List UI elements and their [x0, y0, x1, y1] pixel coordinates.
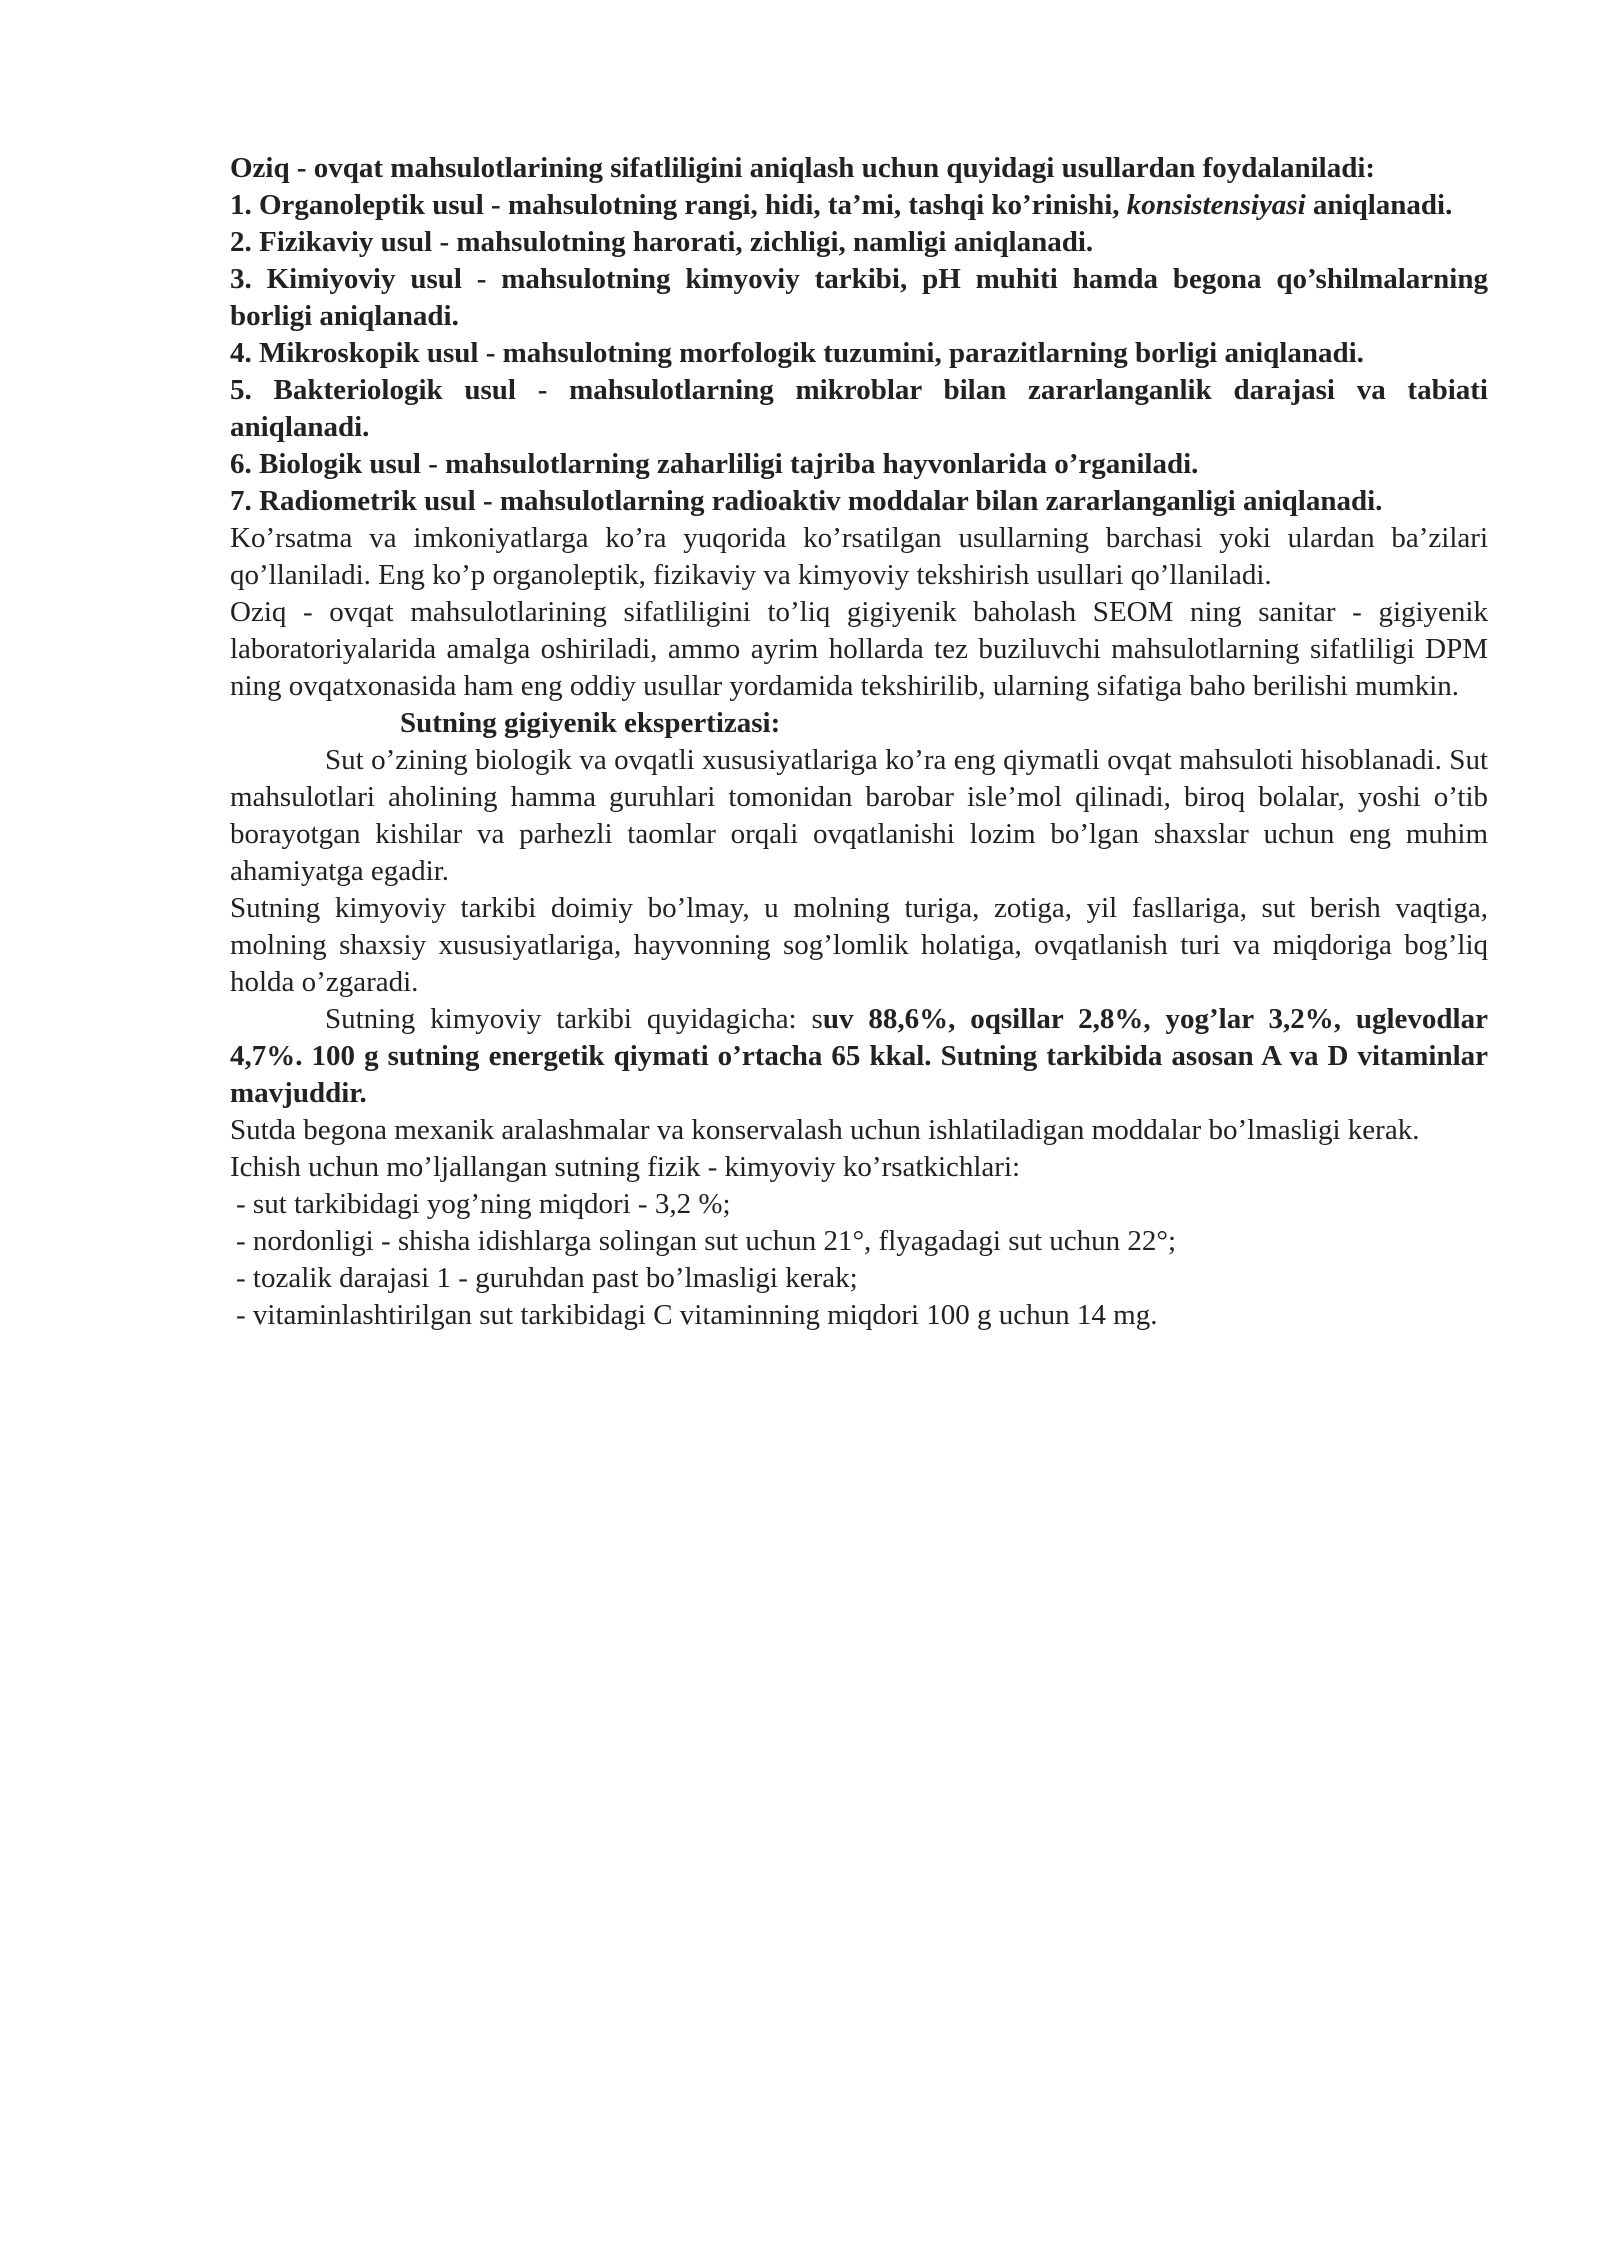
method-organoleptic-italic: konsistensiyasi: [1126, 189, 1306, 221]
list-item: - nordonligi - shisha idishlarga solingan sut uchun 21°, flyagadagi sut uchun 22°;: [236, 1225, 1177, 1257]
paragraph-milk-value: Sut o’zining biologik va ovqatli xususiyatlariga ko’ra eng qiymatli ovqat mahsuloti hisoblanadi. Sut mahsulotlari aholining hamma guruhlari tomonidan barobar isle’mol qilinadi, biroq bolalar, yoshi o’tib borayotgan kishilar va parhezli taomlar orqali ovqatlanishi lozim bo’lgan shaxslar uchun eng muhim ahamiyatga egadir.: [230, 744, 1488, 887]
milk-composition-values: uv 88,6%, oqsillar 2,8%, yog’lar 3,2%, uglevodlar 4,7%. 100 g sutning energetik qiymati o’rtacha 65 kkal. Sutning tarkibida asosan A va D vitaminlar mavjuddir.: [230, 1003, 1488, 1109]
paragraph-indicators-intro: Ichish uchun mo’ljallangan sutning fizik - kimyoviy ko’rsatkichlari:: [230, 1151, 1021, 1183]
method-biological: 6. Biologik usul - mahsulotlarning zaharliligi tajriba hayvonlarida o’rganiladi.: [230, 448, 1199, 480]
paragraph-milk-composition-variation: Sutning kimyoviy tarkibi doimiy bo’lmay, u molning turiga, zotiga, yil fasllariga, sut berish vaqtiga, molning shaxsiy xususiyatlariga, hayvonning sog’lomlik holatiga, ovqatlanish turi va miqdoriga bog’liq holda o’zgaradi.: [230, 892, 1488, 998]
list-item: - tozalik darajasi 1 - guruhdan past bo’lmasligi kerak;: [236, 1262, 858, 1294]
paragraph-evaluation: Oziq - ovqat mahsulotlarining sifatliligini to’liq gigiyenik baholash SEOM ning sanitar - gigiyenik laboratoriyalarida amalga oshiriladi, ammo ayrim hollarda tez buziluvchi mahsulotlarning sifatliligi DPM ning ovqatxonasida ham eng oddiy usullar yordamida tekshirilib, ularning sifatiga baho berilishi mumkin.: [230, 596, 1488, 702]
method-bacteriological: 5. Bakteriologik usul - mahsulotlarning mikroblar bilan zararlanganlik darajasi va tabiati aniqlanadi.: [230, 374, 1488, 443]
method-chemical: 3. Kimiyoviy usul - mahsulotning kimyoviy tarkibi, pH muhiti hamda begona qo’shilmalarning borligi aniqlanadi.: [230, 263, 1488, 332]
list-item: - vitaminlashtirilgan sut tarkibidagi C vitaminning miqdori 100 g uchun 14 mg.: [236, 1299, 1158, 1331]
method-physical: 2. Fizikaviy usul - mahsulotning harorati, zichligi, namligi aniqlanadi.: [230, 226, 1094, 258]
method-organoleptic-end: aniqlanadi.: [1305, 189, 1453, 221]
paragraph-impurities: Sutda begona mexanik aralashmalar va konservalash uchun ishlatiladigan moddalar bo’lmasligi kerak.: [230, 1114, 1420, 1146]
list-item: - sut tarkibidagi yog’ning miqdori - 3,2 %;: [236, 1188, 731, 1220]
intro-paragraph: Oziq - ovqat mahsulotlarining sifatliligini aniqlash uchun quyidagi usullardan foydalaniladi:: [230, 152, 1376, 184]
method-microscopic: 4. Mikroskopik usul - mahsulotning morfologik tuzumini, parazitlarning borligi aniqlanadi.: [230, 337, 1364, 369]
method-organoleptic-text: 1. Organoleptik usul - mahsulotning rangi, hidi, ta’mi, tashqi ko’rinishi,: [230, 189, 1127, 221]
paragraph-milk-composition: [230, 1001, 1488, 1112]
method-radiometric: 7. Radiometrik usul - mahsulotlarning radioaktiv moddalar bilan zararlanganligi aniqlanadi.: [230, 485, 1383, 517]
section-heading: Sutning gigiyenik ekspertizasi:: [400, 707, 781, 739]
method-organoleptic: [230, 187, 1488, 224]
paragraph-usage: Ko’rsatma va imkoniyatlarga ko’ra yuqorida ko’rsatilgan usullarning barchasi yoki ulardan ba’zilari qo’llaniladi. Eng ko’p organoleptik, fizikaviy va kimyoviy tekshirish usullari qo’llaniladi.: [230, 522, 1488, 591]
document-page: [230, 150, 1488, 1334]
milk-composition-lead: Sutning kimyoviy tarkibi quyidagicha: s: [325, 1003, 823, 1035]
